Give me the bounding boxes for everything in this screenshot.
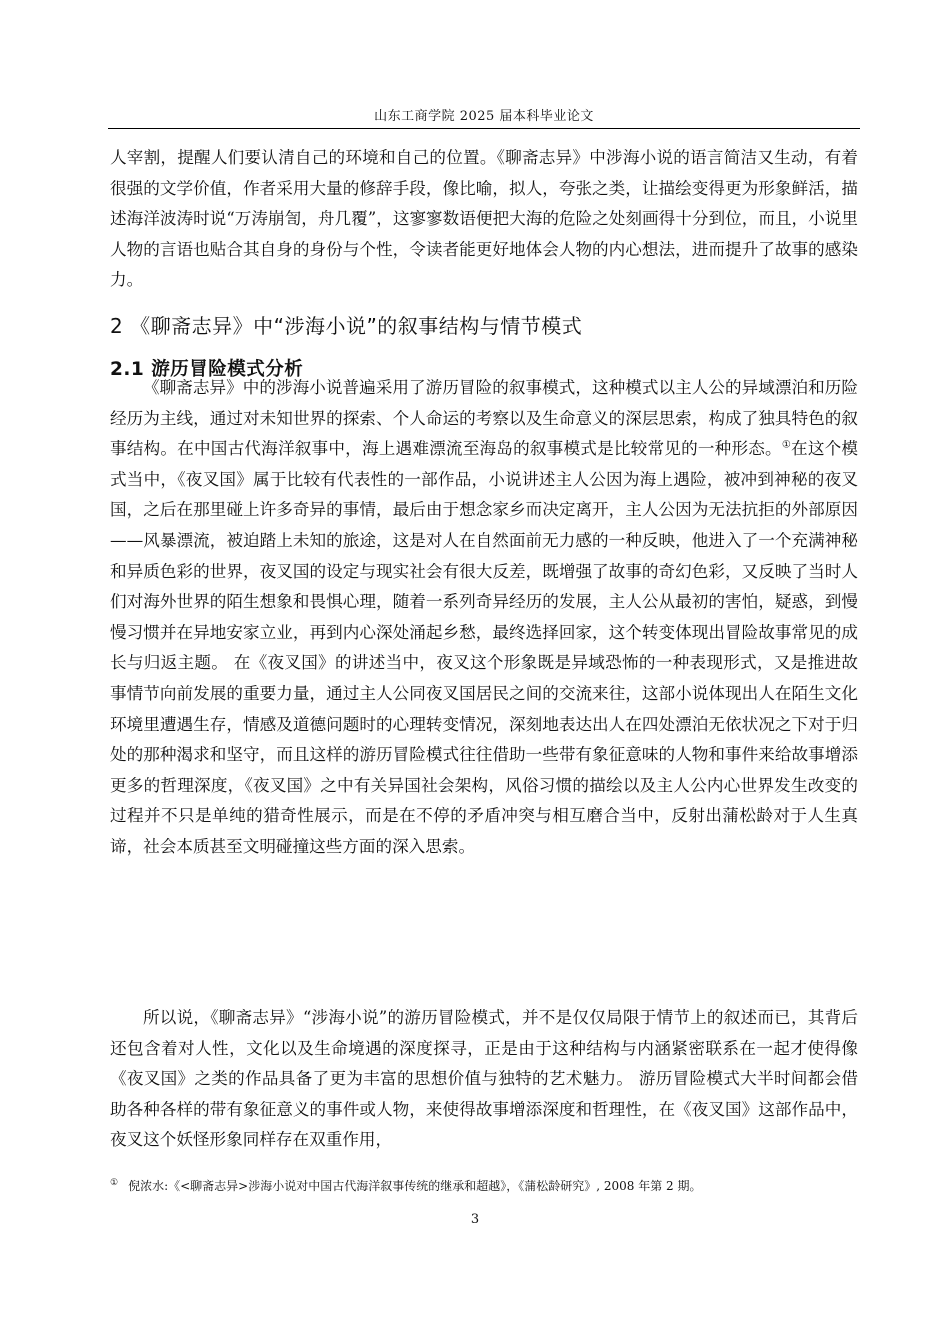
paragraph-1-text-a: 《聊斋志异》中的涉海小说普遍采用了游历冒险的叙事模式，这种模式以主人公的异域漂泊和历险经历为主线，通过对未知世界的探索、个人命运的考察以及生命意义的深层思索，构成了独具特色的叙事结构。在中国古代海洋叙事中，海上遇难漂流至海岛的叙事模式是比较常见的一种形态。: [110, 378, 858, 459]
subsection-heading: 2.1 游历冒险模式分析: [110, 359, 304, 380]
intro-paragraph-text: 人宰割，提醒人们要认清自己的环境和自己的位置。《聊斋志异》中涉海小说的语言简洁又生动，有着很强的文学价值，作者采用大量的修辞手段，像比喻，拟人，夸张之类，让描绘变得更为形象鲜活，描述海洋波涛时说“万涛崩訇，舟几覆”，这寥寥数语便把大海的危险之处刻画得十分到位，而且，小说里人物的言语也贴合其自身的身份与个性，令读者能更好地体会人物的内心想法，进而提升了故事的感染力。: [110, 148, 858, 290]
paragraph-1: [110, 373, 858, 863]
footnote: [110, 1175, 858, 1194]
intro-paragraph: [110, 143, 858, 296]
paragraph-2: [110, 1003, 858, 1156]
footnote-reference[interactable]: ①: [781, 439, 792, 451]
running-header: 山东工商学院 2025 届本科毕业论文: [374, 109, 594, 124]
section-heading: 2 《聊斋志异》中“涉海小说”的叙事结构与情节模式: [110, 314, 583, 338]
page-number: 3: [470, 1212, 480, 1227]
paragraph-1-text-b: 在这个模式当中，《夜叉国》属于比较有代表性的一部作品，小说讲述主人公因为海上遇险，被冲到神秘的夜叉国，之后在那里碰上许多奇异的事情，最后由于想念家乡而决定离开，主人公因为无法抗拒的外部原因——风暴漂流，被迫踏上未知的旅途，这是对人在自然面前无力感的一种反映，他进入了一个充满神秘和异质色彩的世界，夜叉国的设定与现实社会有很大反差，既增强了故事的奇幻色彩，又反映了当时人们对海外世界的陌生想象和畏惧心理，随着一系列奇异经历的发展，主人公从最初的害怕，疑惑，到慢慢习惯并在异地安家立业，再到内心深处涌起乡愁，最终选择回家，这个转变体现出冒险故事常见的成长与归返主题。 在《夜叉国》的讲述当中，夜叉这个形象既是异域恐怖的一种表现形式，又是推进故事情节向前发展的重要力量，通过主人公同夜叉国居民之间的交流来往，这部小说体现出人在陌生文化环境里遭遇生存，情感及道德问题时的心理转变情况，深刻地表达出人在四处漂泊无依状况之下对于归处的那种渴求和坚守，而且这样的游历冒险模式往往借助一些带有象征意味的人物和事件来给故事增添更多的哲理深度，《夜叉国》之中有关异国社会架构，风俗习惯的描绘以及主人公内心世界发生改变的过程并不只是单纯的猎奇性展示，而是在不停的矛盾冲突与相互磨合当中，反射出蒲松龄对于人生真谛，社会本质甚至文明碰撞这些方面的深入思索。: [110, 439, 859, 856]
footnote-mark: ①: [110, 1178, 119, 1188]
paragraph-2-text: 所以说，《聊斋志异》“涉海小说”的游历冒险模式，并不是仅仅局限于情节上的叙述而已，其背后还包含着对人性，文化以及生命境遇的深度探寻，正是由于这种结构与内涵紧密联系在一起才使得像《夜叉国》之类的作品具备了更为丰富的思想价值与独特的艺术魅力。 游历冒险模式大半时间都会借助各种各样的带有象征意义的事件或人物，来使得故事增添深度和哲理性，在《夜叉国》这部作品中，夜叉这个妖怪形象同样存在双重作用，: [110, 1008, 858, 1150]
footnote-text: 倪浓水:《<聊斋志异>涉海小说对中国古代海洋叙事传统的继承和超越》，《蒲松龄研究》, 2008 年第 2 期。: [128, 1179, 702, 1193]
header-divider: [108, 128, 860, 129]
